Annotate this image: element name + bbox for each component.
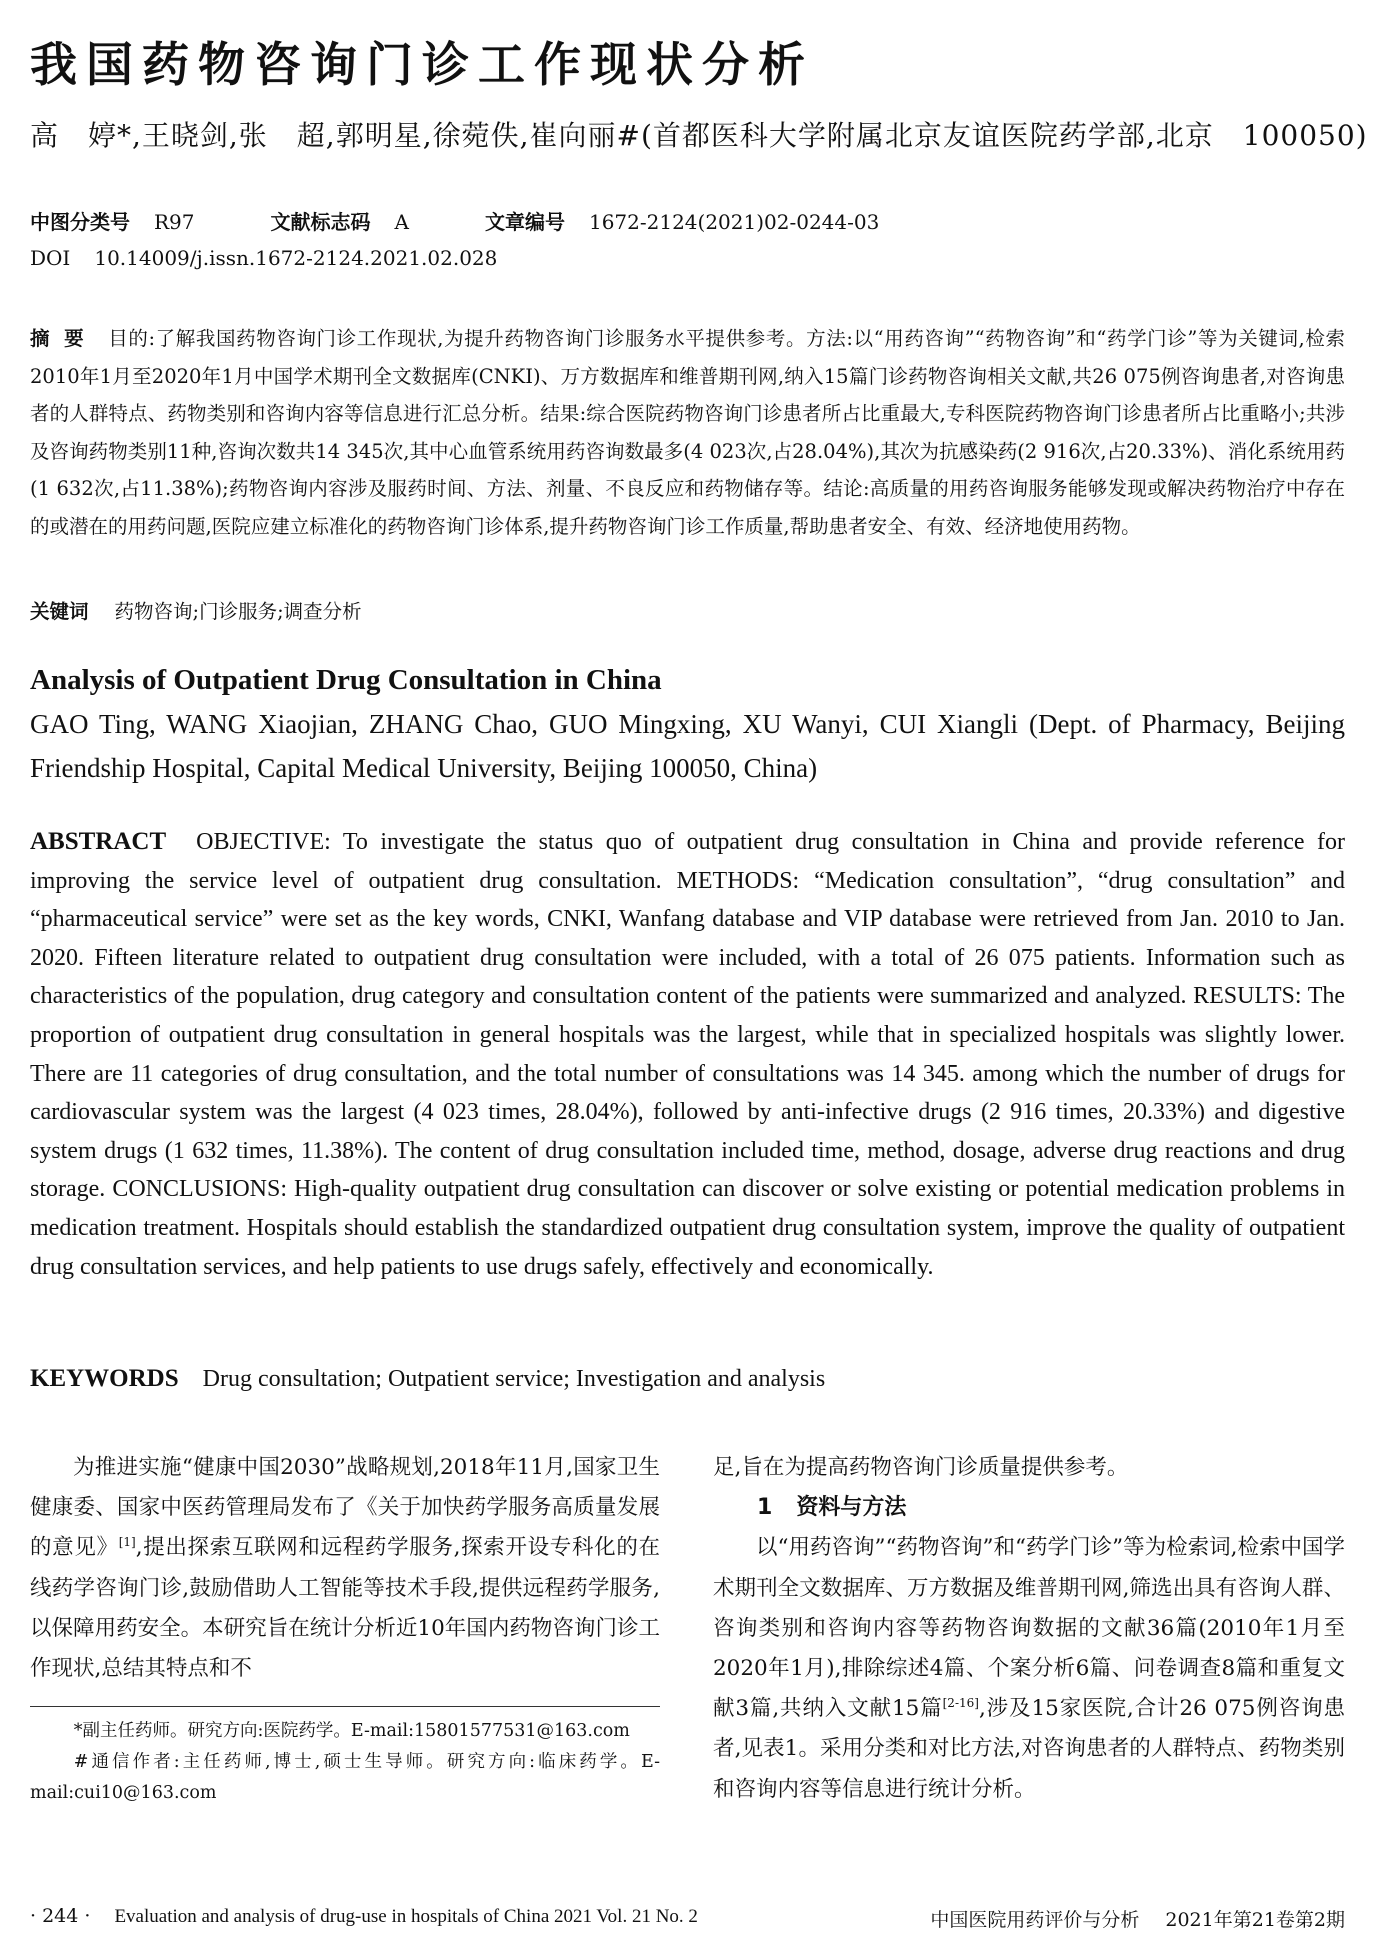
english-keywords-text: Drug consultation; Outpatient service; Investigation and analysis [202,1366,826,1392]
intro-text-a: 为推进实施“健康中国2030”战略规划,2018年11月,国家卫生健康委、国家中医药管理局发布了《关于加快药学服务高质量发展的意见》 [30,1455,660,1561]
doi-label: DOI [30,246,71,270]
english-title: Analysis of Outpatient Drug Consultation in China [30,664,662,696]
doc-code-value: A [394,210,409,234]
intro-text-b: ,提出探索互联网和远程药学服务,探索开设专科化的在线药学咨询门诊,鼓励借助人工智能等技术手段,提供远程药学服务,以保障用药安全。本研究旨在统计分析近10年国内药物咨询门诊工作现状,总结其特点和不 [30,1535,660,1682]
methods-text-a: 以“用药咨询”“药物咨询”和“药学门诊”等为检索词,检索中国学术期刊全文数据库、万方数据及维普期刊网,筛选出具有咨询人群、咨询类别和咨询内容等药物咨询数据的文献36篇(2010年1月至2020年1月),排除综述4篇、个案分析6篇、问卷调查8篇和重复文献3篇,共纳入文献15篇 [713,1535,1345,1722]
issue-info: 2021年第21卷第2期 [1165,1909,1345,1931]
doc-code-label: 文献标志码 [270,210,371,234]
section-title: 资料与方法 [796,1495,907,1521]
footer-left [30,1905,698,1928]
chinese-abstract-text: 目的:了解我国药物咨询门诊工作现状,为提升药物咨询门诊服务水平提供参考。方法:以“用药咨询”“药物咨询”和“药学门诊”等为关键词,检索2010年1月至2020年1月中国学术期刊全文数据库(CNKI)、万方数据库和维普期刊网,纳入15篇门诊药物咨询相关文献,共26 075例咨询患者,对咨询患者的人群特点、药物类别和咨询内容等信息进行汇总分析。结果:综合医院药物咨询门诊患者所占比重最大,专科医院药物咨询门诊患者所占比重略小;共涉及咨询药物类别11种,咨询次数共14 345次,其中心血管系统用药咨询数最多(4 023次,占28.04%),其次为抗感染药(2 916次,占20.33%)、消化系统用药(1 632次,占11.38%);药物咨询内容涉及服药时间、方法、剂量、不良反应和药物储存等。结论:高质量的用药咨询服务能够发现或解决药物治疗中存在的或潜在的用药问题,医院应建立标准化的药物咨询门诊体系,提升药物咨询门诊工作质量,帮助患者安全、有效、经济地使用药物。 [30,327,1345,538]
english-abstract-text: OBJECTIVE: To investigate the status quo of outpatient drug consultation in China and provide reference for improving the service level of outpatient drug consultation. METHODS: “Medication consultation”, “drug consultation” and “pharmaceutical service” were set as the key words, CNKI, Wanfang database and VIP database were retrieved from Jan. 2010 to Jan. 2020. Fifteen literature related to outpatient drug consultation were included, with a total of 26 075 patients. Information such as characteristics of the population, drug category and consultation content of the patients were summarized and analyzed. RESULTS: The proportion of outpatient drug consultation in general hospitals was the largest, while that in specialized hospitals was slightly lower. There are 11 categories of drug consultation, and the total number of consultations was 14 345. among which the number of drugs for cardiovascular system was the largest (4 023 times, 28.04%), followed by anti-infective drugs (2 916 times, 20.33%) and digestive system drugs (1 632 times, 11.38%). The content of drug consultation included time, method, dosage, adverse drug reactions and drug storage. CONCLUSIONS: High-quality outpatient drug consultation can discover or solve existing or potential medication problems in medication treatment. Hospitals should establish the standardized outpatient drug consultation system, improve the quality of outpatient drug consultation services, and help patients to use drugs safely, effectively and economically. [30,829,1345,1280]
clc-label: 中图分类号 [30,210,130,234]
page-number: · 244 · [30,1905,91,1927]
body-column-right [713,1448,1345,1810]
methods-paragraph [713,1528,1345,1809]
article-meta [30,206,879,235]
english-keywords-label: KEYWORDS [30,1365,179,1392]
footnote-author: *副主任药师。研究方向:医院药学。E-mail:15801577531@163.com [73,1721,630,1741]
english-abstract-label: ABSTRACT [30,828,167,855]
english-keywords [30,1365,825,1393]
clc-value: R97 [154,210,195,234]
article-no-label: 文章编号 [484,210,565,234]
section-number: 1 [757,1495,773,1521]
footnotes [30,1716,660,1809]
chinese-abstract-label: 摘要 [30,327,99,350]
chinese-abstract [30,320,1345,545]
doi-value[interactable]: 10.14009/j.issn.1672-2124.2021.02.028 [94,246,498,270]
chinese-keywords-text: 药物咨询;门诊服务;调查分析 [114,600,362,623]
methods-text-b: ,涉及15家医院,合计26 075例咨询患者,见表1。采用分类和对比方法,对咨询患者的人群特点、药物类别和咨询内容等信息进行统计分析。 [713,1696,1345,1802]
intro-continuation: 足,旨在为提高药物咨询门诊质量提供参考。 [713,1455,1129,1480]
journal-name-zh: 中国医院用药评价与分析 [930,1909,1140,1931]
citation-ref-1[interactable]: [1] [118,1535,136,1550]
chinese-keywords [30,596,362,624]
footer-right [930,1905,1345,1932]
english-authors: GAO Ting, WANG Xiaojian, ZHANG Chao, GUO Mingxing, XU Wanyi, CUI Xiangli (Dept. of Pharmacy, Beijing Friendship Hospital, Capital Medical University, Beijing 100050, China) [30,709,1345,783]
english-abstract [30,823,1345,1286]
section-heading [713,1488,1345,1528]
journal-name-en: Evaluation and analysis of drug-use in hospitals of China 2021 Vol. 21 No. 2 [114,1906,698,1927]
citation-ref-2-16[interactable]: [2-16] [942,1696,979,1711]
footnote-divider [30,1706,660,1707]
authors-line: 高 婷*,王晓剑,张 超,郭明星,徐菀佚,崔向丽#(首都医科大学附属北京友谊医院药学部,北京 100050) [30,119,1368,152]
article-no-value: 1672-2124(2021)02-0244-03 [588,210,880,234]
footnote-corresponding: #通信作者:主任药师,博士,硕士生导师。研究方向:临床药学。E-mail:cui10@163.com [30,1752,660,1803]
doi-line [30,246,497,270]
body-column-left [30,1448,660,1689]
page-title: 我国药物咨询门诊工作现状分析 [30,38,814,93]
chinese-keywords-label: 关键词 [30,600,89,623]
intro-paragraph [30,1448,660,1689]
